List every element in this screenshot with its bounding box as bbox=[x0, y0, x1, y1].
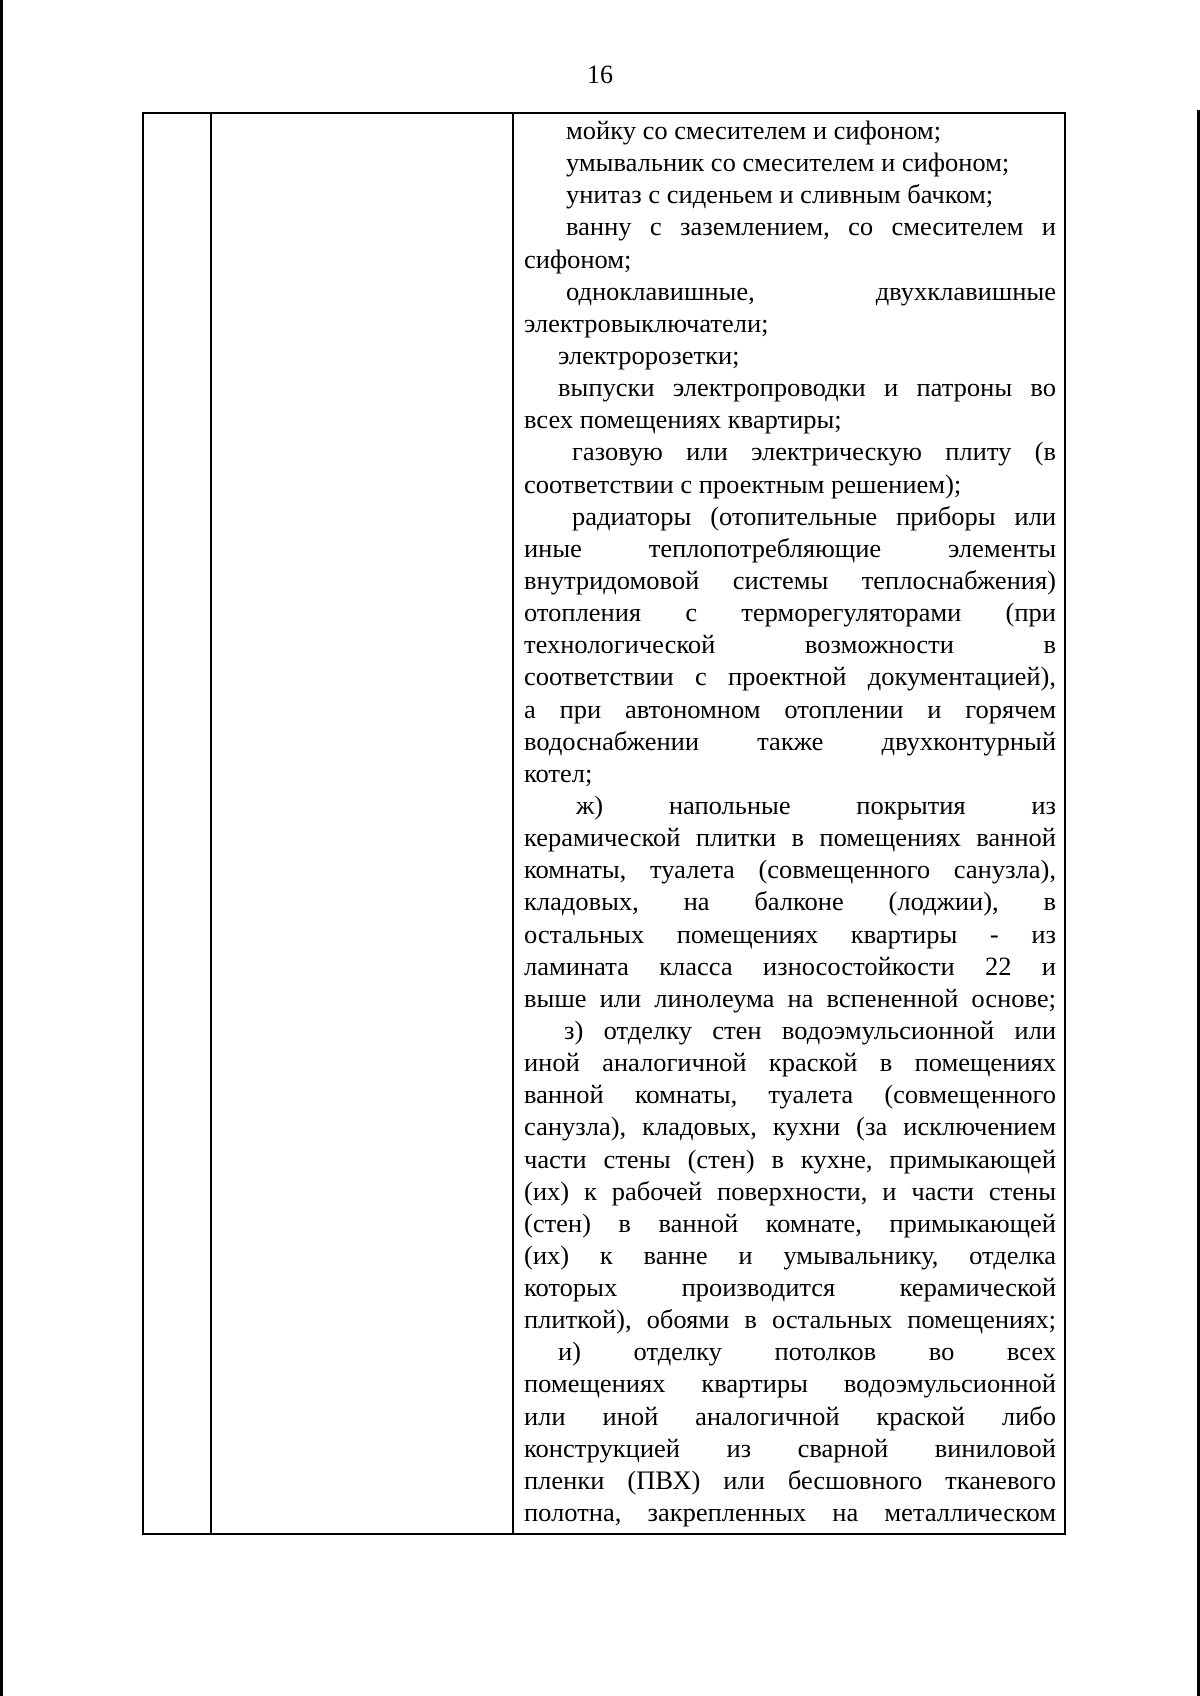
text-line: газовую или электрическую плиту (в bbox=[572, 436, 1056, 467]
table-cell-text bbox=[524, 114, 1056, 1528]
text-line: электровыключатели; bbox=[524, 307, 769, 338]
text-line: з) отделку стен водоэмульсионной или bbox=[564, 1014, 1056, 1045]
text-line: иные теплопотребляющие элементы bbox=[524, 532, 1056, 563]
text-line: иной аналогичной краской в помещениях bbox=[524, 1047, 1056, 1078]
column-divider-1 bbox=[210, 114, 212, 1533]
text-line: (их) к рабочей поверхности, и части стены bbox=[524, 1175, 1056, 1206]
text-line: ламината класса износостойкости 22 и bbox=[524, 950, 1056, 981]
text-line: части стены (стен) в кухне, примыкающей bbox=[524, 1143, 1056, 1174]
text-line: соответствии с проектной документацией), bbox=[524, 661, 1056, 692]
text-line: внутридомовой системы теплоснабжения) bbox=[524, 564, 1056, 595]
text-line: которых производится керамической bbox=[524, 1272, 1056, 1303]
text-line: радиаторы (отопительные приборы или bbox=[572, 500, 1056, 531]
text-line: отопления с терморегуляторами (при bbox=[524, 597, 1056, 628]
page-left-edge bbox=[0, 0, 3, 1696]
text-line: одноклавишные, двухклавишные bbox=[566, 275, 1056, 306]
text-line: комнаты, туалета (совмещенного санузла), bbox=[524, 854, 1056, 885]
page-number: 16 bbox=[587, 60, 613, 89]
text-line: унитаз с сиденьем и сливным бачком; bbox=[566, 179, 994, 210]
text-line: полотна, закрепленных на металлическом bbox=[524, 1497, 1056, 1528]
text-line: помещениях квартиры водоэмульсионной bbox=[524, 1368, 1056, 1399]
text-line: технологической возможности в bbox=[524, 629, 1056, 660]
text-line: (их) к ванне и умывальнику, отделка bbox=[524, 1239, 1056, 1270]
text-line: ж) напольные покрытия из bbox=[576, 789, 1056, 820]
text-line: котел; bbox=[524, 757, 593, 788]
text-line: умывальник со смесителем и сифоном; bbox=[566, 147, 1010, 178]
text-line: электророзетки; bbox=[558, 339, 740, 370]
text-line: кладовых, на балконе (лоджии), в bbox=[524, 886, 1056, 917]
text-line: выпуски электропроводки и патроны во bbox=[558, 372, 1056, 403]
text-line: а при автономном отоплении и горячем bbox=[524, 693, 1056, 724]
text-line: выше или линолеума на вспененной основе; bbox=[524, 982, 1056, 1013]
text-line: плиткой), обоями в остальных помещениях; bbox=[524, 1304, 1056, 1335]
text-line: всех помещениях квартиры; bbox=[524, 404, 842, 435]
text-line: санузла), кладовых, кухни (за исключением bbox=[524, 1111, 1056, 1142]
text-line: остальных помещениях квартиры - из bbox=[524, 918, 1056, 949]
text-line: керамической плитки в помещениях ванной bbox=[524, 822, 1056, 853]
text-line: мойку со смесителем и сифоном; bbox=[566, 115, 942, 145]
document-table bbox=[142, 112, 1066, 1535]
text-line: (стен) в ванной комнате, примыкающей bbox=[524, 1207, 1056, 1238]
text-line: водоснабжении также двухконтурный bbox=[524, 725, 1056, 756]
text-line: ванной комнаты, туалета (совмещенного bbox=[524, 1079, 1056, 1110]
text-line: ванну с заземлением, со смесителем и bbox=[566, 211, 1056, 242]
text-line: и) отделку потолков во всех bbox=[558, 1336, 1056, 1367]
text-line: соответствии с проектным решением); bbox=[524, 468, 962, 499]
text-line: сифоном; bbox=[524, 243, 632, 274]
column-divider-2 bbox=[512, 114, 514, 1533]
text-line: конструкцией из сварной виниловой bbox=[524, 1432, 1056, 1463]
text-line: или иной аналогичной краской либо bbox=[524, 1400, 1056, 1431]
text-line: пленки (ПВХ) или бесшовного тканевого bbox=[524, 1464, 1056, 1495]
